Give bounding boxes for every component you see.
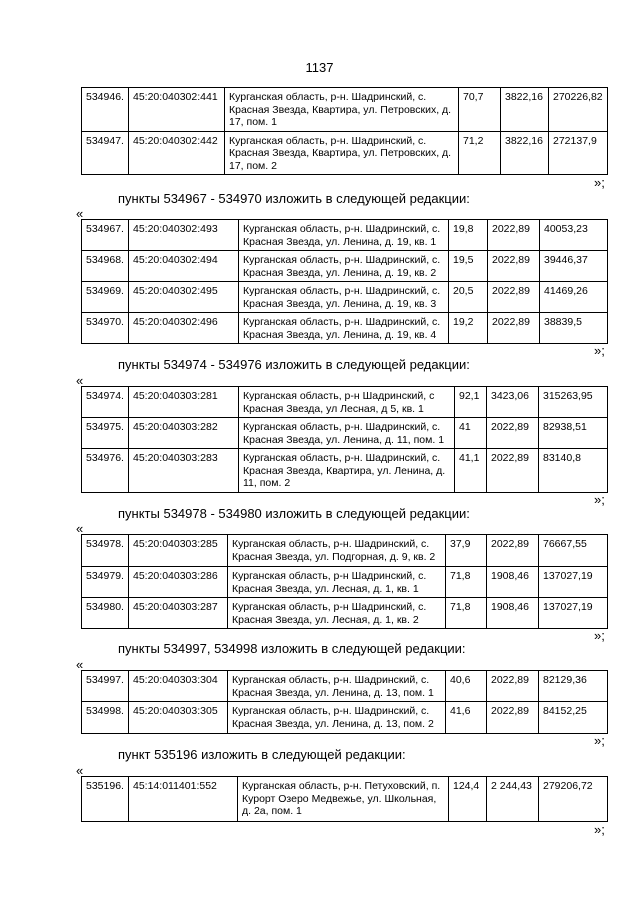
property-table (81, 386, 608, 493)
property-table (81, 219, 608, 344)
row-number: 534998. (82, 702, 129, 734)
area: 20,5 (449, 282, 488, 313)
area: 92,1 (455, 387, 487, 418)
unit-value: 2022,89 (488, 251, 540, 282)
cadastral-value: 82129,36 (539, 671, 608, 702)
cadastral-number: 45:20:040303:285 (129, 535, 228, 567)
row-number: 534969. (82, 282, 129, 313)
row-number: 534946. (82, 88, 129, 132)
row-number: 534976. (82, 449, 129, 493)
cadastral-value: 270226,82 (549, 88, 608, 132)
cadastral-number: 45:14:011401:552 (129, 777, 238, 822)
opening-quote: « (76, 521, 84, 536)
row-number: 534979. (82, 567, 129, 598)
property-table (81, 87, 608, 175)
cadastral-value: 272137,9 (549, 131, 608, 175)
unit-value: 2022,89 (487, 702, 539, 734)
table-row (82, 220, 608, 251)
area: 71,8 (446, 567, 487, 598)
row-number: 534997. (82, 671, 129, 702)
area: 19,8 (449, 220, 488, 251)
table-row (82, 598, 608, 629)
area: 124,4 (449, 777, 487, 822)
address: Курганская область, р-н Шадринский, с. Красная Звезда, ул. Лесная, д. 1, кв. 2 (228, 598, 446, 629)
table-row (82, 251, 608, 282)
opening-quote: « (76, 373, 84, 388)
unit-value: 1908,46 (487, 598, 539, 629)
table-row (82, 313, 608, 344)
cadastral-number: 45:20:040302:441 (129, 88, 225, 132)
cadastral-number: 45:20:040303:305 (129, 702, 228, 734)
address: Курганская область, р-н Шадринский, с Красная Звезда, ул Лесная, д 5, кв. 1 (239, 387, 455, 418)
cadastral-value: 315263,95 (539, 387, 608, 418)
amendment-intro: пункт 535196 изложить в следующей редакции: (118, 747, 406, 762)
row-number: 534975. (82, 418, 129, 449)
amendment-intro: пункты 534974 - 534976 изложить в следующей редакции: (118, 357, 470, 372)
area: 41,1 (455, 449, 487, 493)
table-row (82, 131, 608, 175)
table-row (82, 387, 608, 418)
area: 41 (455, 418, 487, 449)
property-table (81, 776, 608, 822)
table-row (82, 418, 608, 449)
unit-value: 1908,46 (487, 567, 539, 598)
row-number: 534968. (82, 251, 129, 282)
unit-value: 3822,16 (501, 131, 549, 175)
cadastral-number: 45:20:040303:286 (129, 567, 228, 598)
cadastral-number: 45:20:040302:495 (129, 282, 239, 313)
table-row (82, 535, 608, 567)
address: Курганская область, р-н. Шадринский, с. Красная Звезда, ул. Ленина, д. 19, кв. 3 (239, 282, 449, 313)
cadastral-value: 137027,19 (539, 598, 608, 629)
unit-value: 2022,89 (487, 418, 539, 449)
property-table (81, 670, 608, 734)
cadastral-value: 84152,25 (539, 702, 608, 734)
address: Курганская область, р-н. Шадринский, с. Красная Звезда, ул. Ленина, д. 19, кв. 1 (239, 220, 449, 251)
area: 19,5 (449, 251, 488, 282)
closing-quote: »; (594, 733, 605, 748)
cadastral-value: 137027,19 (539, 567, 608, 598)
table-row (82, 567, 608, 598)
cadastral-number: 45:20:040303:287 (129, 598, 228, 629)
table-row (82, 702, 608, 734)
unit-value: 2 244,43 (487, 777, 539, 822)
cadastral-number: 45:20:040302:493 (129, 220, 239, 251)
row-number: 534980. (82, 598, 129, 629)
closing-quote: »; (594, 492, 605, 507)
unit-value: 2022,89 (487, 449, 539, 493)
address: Курганская область, р-н. Шадринский, с. Красная Звезда, Квартира, ул. Петровских, д. 17, пом. 2 (225, 131, 459, 175)
amendment-intro: пункты 534978 - 534980 изложить в следующей редакции: (118, 506, 470, 521)
unit-value: 3822,16 (501, 88, 549, 132)
row-number: 534974. (82, 387, 129, 418)
unit-value: 2022,89 (488, 313, 540, 344)
amendment-intro: пункты 534997, 534998 изложить в следующей редакции: (118, 641, 466, 656)
address: Курганская область, р-н. Шадринский, с. Красная Звезда, ул. Ленина, д. 11, пом. 1 (239, 418, 455, 449)
address: Курганская область, р-н. Шадринский, с. Красная Звезда, ул. Ленина, д. 13, пом. 1 (228, 671, 446, 702)
opening-quote: « (76, 763, 84, 778)
cadastral-number: 45:20:040303:283 (129, 449, 239, 493)
row-number: 534978. (82, 535, 129, 567)
address: Курганская область, р-н. Шадринский, с. Красная Звезда, ул. Ленина, д. 19, кв. 2 (239, 251, 449, 282)
unit-value: 3423,06 (487, 387, 539, 418)
area: 37,9 (446, 535, 487, 567)
unit-value: 2022,89 (487, 535, 539, 567)
cadastral-value: 82938,51 (539, 418, 608, 449)
unit-value: 2022,89 (488, 220, 540, 251)
cadastral-number: 45:20:040302:442 (129, 131, 225, 175)
row-number: 535196. (82, 777, 129, 822)
row-number: 534947. (82, 131, 129, 175)
area: 71,8 (446, 598, 487, 629)
area: 40,6 (446, 671, 487, 702)
address: Курганская область, р-н. Петуховский, п. Курорт Озеро Медвежье, ул. Школьная, д. 2а, пом. 1 (238, 777, 449, 822)
row-number: 534970. (82, 313, 129, 344)
unit-value: 2022,89 (488, 282, 540, 313)
cadastral-value: 279206,72 (539, 777, 608, 822)
table-row (82, 777, 608, 822)
table-row (82, 671, 608, 702)
address: Курганская область, р-н. Шадринский, с. Красная Звезда, Квартира, ул. Петровских, д. 17, пом. 1 (225, 88, 459, 132)
table-row (82, 88, 608, 132)
address: Курганская область, р-н. Шадринский, с. Красная Звезда, Квартира, ул. Ленина, д. 11, пом. 2 (239, 449, 455, 493)
cadastral-number: 45:20:040303:304 (129, 671, 228, 702)
opening-quote: « (76, 206, 84, 221)
cadastral-number: 45:20:040303:282 (129, 418, 239, 449)
row-number: 534967. (82, 220, 129, 251)
cadastral-value: 39446,37 (540, 251, 608, 282)
area: 41,6 (446, 702, 487, 734)
cadastral-number: 45:20:040303:281 (129, 387, 239, 418)
cadastral-value: 83140,8 (539, 449, 608, 493)
opening-quote: « (76, 657, 84, 672)
closing-quote: »; (594, 822, 605, 837)
table-row (82, 449, 608, 493)
cadastral-value: 40053,23 (540, 220, 608, 251)
address: Курганская область, р-н. Шадринский, с. Красная Звезда, ул. Подгорная, д. 9, кв. 2 (228, 535, 446, 567)
cadastral-value: 41469,26 (540, 282, 608, 313)
address: Курганская область, р-н. Шадринский, с. Красная Звезда, ул. Ленина, д. 13, пом. 2 (228, 702, 446, 734)
area: 19,2 (449, 313, 488, 344)
property-table (81, 534, 608, 629)
cadastral-value: 76667,55 (539, 535, 608, 567)
closing-quote: »; (594, 343, 605, 358)
closing-quote: »; (594, 628, 605, 643)
table-row (82, 282, 608, 313)
unit-value: 2022,89 (487, 671, 539, 702)
cadastral-number: 45:20:040302:496 (129, 313, 239, 344)
closing-quote: »; (594, 175, 605, 190)
address: Курганская область, р-н. Шадринский, с. Красная Звезда, ул. Ленина, д. 19, кв. 4 (239, 313, 449, 344)
cadastral-value: 38839,5 (540, 313, 608, 344)
address: Курганская область, р-н Шадринский, с. Красная Звезда, ул. Лесная, д. 1, кв. 1 (228, 567, 446, 598)
area: 70,7 (459, 88, 501, 132)
cadastral-number: 45:20:040302:494 (129, 251, 239, 282)
area: 71,2 (459, 131, 501, 175)
page-number: 1137 (305, 60, 334, 75)
amendment-intro: пункты 534967 - 534970 изложить в следующей редакции: (118, 191, 470, 206)
